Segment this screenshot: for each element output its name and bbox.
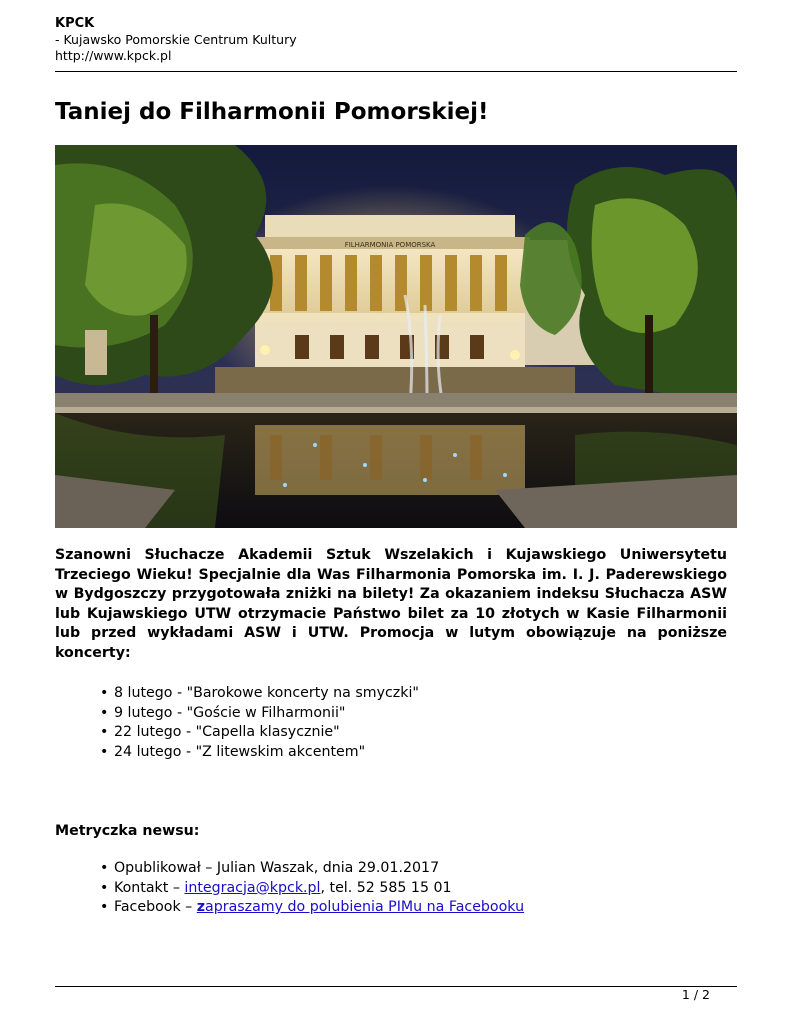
facebook-link[interactable] bbox=[197, 899, 524, 915]
contact-label: Kontakt – bbox=[114, 879, 185, 896]
list-item: • 8 lutego - "Barokowe koncerty na smyczki" bbox=[55, 684, 737, 704]
article-intro: Szanowni Słuchacze Akademii Sztuk Wszelakich i Kujawskiego Uniwersytetu Trzeciego Wieku! Specjalnie dla Was Filharmonia Pomorska im. I. J. Paderewskiego w Bydgoszczy przygotowała zniżki na bilety! Za okazaniem indeksu Słuchacza ASW lub Kujawskiego UTW otrzymacie Państwo bilet za 10 złotych w Kasie Filharmonii lub przed wykładami ASW i UTW. Promocja w lutym obowiązuje na poniższe koncerty: bbox=[55, 547, 727, 661]
philharmonic-photo bbox=[55, 145, 737, 528]
contact-phone: , tel. 52 585 15 01 bbox=[320, 879, 452, 896]
site-name: KPCK bbox=[55, 16, 95, 31]
facebook-item bbox=[55, 898, 737, 918]
footer-divider bbox=[55, 986, 737, 987]
concert-list bbox=[55, 684, 737, 762]
document-header bbox=[55, 16, 297, 64]
page-number: 1 / 2 bbox=[681, 987, 710, 1002]
contact-item bbox=[55, 879, 737, 899]
article-title: Taniej do Filharmonii Pomorskiej! bbox=[55, 99, 489, 125]
published-item: • Opublikował – Julian Waszak, dnia 29.01.2017 bbox=[55, 859, 737, 879]
list-item: • 24 lutego - "Z litewskim akcentem" bbox=[55, 743, 737, 763]
header-divider bbox=[55, 71, 737, 72]
contact-email-link[interactable]: integracja@kpck.pl bbox=[184, 879, 321, 896]
list-item: • 9 lutego - "Goście w Filharmonii" bbox=[55, 704, 737, 724]
metadata-list bbox=[55, 859, 737, 918]
facebook-link-text: apraszamy do polubienia PIMu na Facebooku bbox=[205, 899, 525, 915]
site-subtitle: - Kujawsko Pomorskie Centrum Kultury bbox=[55, 32, 297, 47]
facebook-link-first-letter: z bbox=[196, 899, 206, 915]
metadata-heading: Metryczka newsu: bbox=[55, 823, 200, 839]
site-url: http://www.kpck.pl bbox=[55, 48, 172, 63]
facebook-label: Facebook – bbox=[114, 899, 197, 915]
photo-building-lettering: FILHARMONIA POMORSKA bbox=[344, 241, 436, 249]
list-item: • 22 lutego - "Capella klasycznie" bbox=[55, 723, 737, 743]
